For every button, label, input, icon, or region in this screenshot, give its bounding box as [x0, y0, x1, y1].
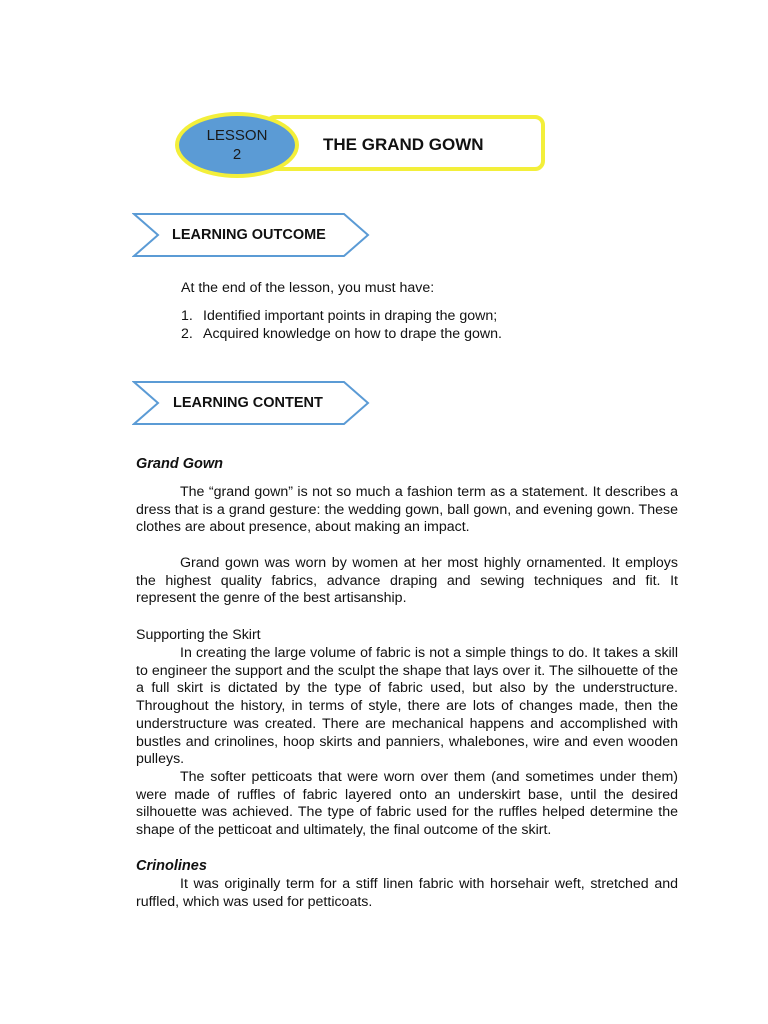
lesson-number: 2	[232, 146, 242, 163]
paragraph-crinolines: It was originally term for a stiff linen fabric with horsehair weft, stretched and ruffled, which was used for petticoats.	[136, 876, 678, 910]
lesson-header	[175, 112, 550, 182]
learning-content-label: LEARNING CONTENT	[173, 395, 323, 411]
outcome-intro: At the end of the lesson, you must have:	[181, 280, 435, 296]
paragraph-grand-gown-description: Grand gown was worn by women at her most highly ornamented. It employs the highest quality fabrics, advance draping and sewing techniques and fit. It represent the genre of the best artisanship.	[136, 555, 678, 607]
paragraph-grand-gown-definition: The “grand gown” is not so much a fashion term as a statement. It describes a dress that is a grand gesture: the wedding gown, ball gown, and evening gown. These clothes are about presence, about making an impact.	[136, 484, 678, 536]
learning-content-banner	[132, 380, 372, 426]
list-item: 2. Acquired knowledge on how to drape the gown.	[181, 326, 502, 342]
outcome-list	[181, 307, 502, 343]
paragraph-supporting-skirt: In creating the large volume of fabric is not a simple things to do. It takes a skill to engineer the support and the sculpt the shape that lays over it. The silhouette of the a full skirt is dictated by the type of fabric used, but also by the understructure. Throughout the history, in terms of style, there are lots of changes made, then the understructure was created. There are mechanical happens and accomplished with bustles and crinolines, hoop skirts and panniers, whalebones, wire and even wooden pulleys.	[136, 645, 678, 768]
learning-outcome-label: LEARNING OUTCOME	[172, 227, 326, 243]
supporting-skirt-heading: Supporting the Skirt	[136, 627, 261, 643]
lesson-label: LESSON	[206, 127, 268, 144]
paragraph-petticoats: The softer petticoats that were worn over them (and sometimes under them) were made of ruffles of fabric layered onto an underskirt base, until the desired silhouette was achieved. The type of fabric used for the ruffles helped determine the shape of the petticoat and ultimately, the final outcome of the skirt.	[136, 769, 678, 839]
crinolines-heading: Crinolines	[136, 858, 207, 874]
lesson-number-badge	[175, 112, 299, 178]
lesson-title: THE GRAND GOWN	[323, 135, 484, 154]
list-item: 1. Identified important points in draping the gown;	[181, 308, 498, 324]
grand-gown-heading: Grand Gown	[136, 456, 223, 472]
learning-outcome-banner	[132, 212, 372, 258]
